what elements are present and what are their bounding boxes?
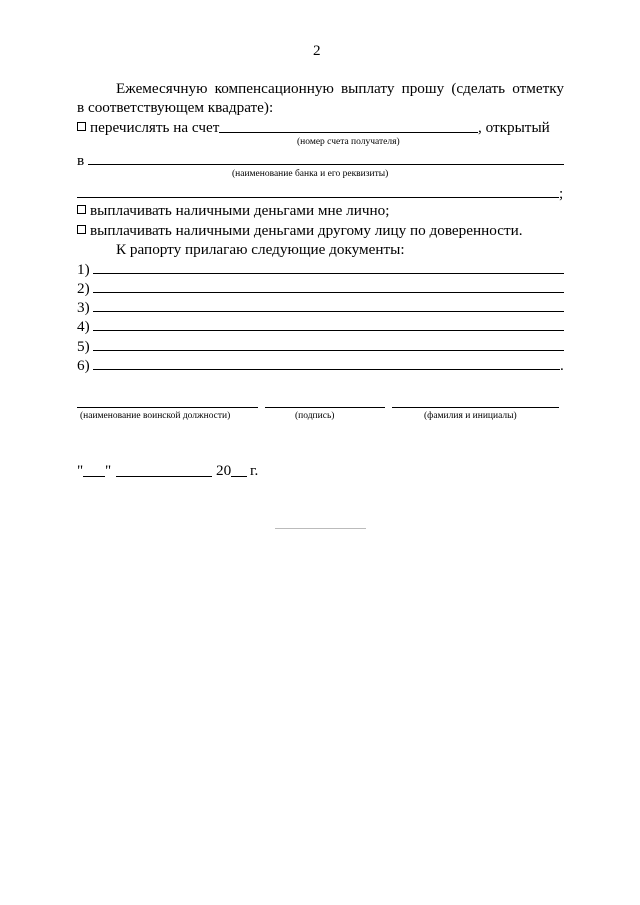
option-cash-proxy [77, 222, 523, 240]
intro-line-1: Ежемесячную компенсационную выплату прошу (сделать отметку [116, 80, 564, 97]
date-year-prefix: 20 [216, 462, 232, 479]
end-separator [275, 528, 366, 529]
attachment-end-period: . [560, 357, 564, 374]
bank-caption: (наименование банка и его реквизиты) [232, 169, 389, 179]
signature-field[interactable] [265, 407, 385, 408]
account-caption: (номер счета получателя) [297, 137, 400, 147]
date-close-quote: " [105, 462, 112, 479]
opened-label: , открытый [478, 119, 550, 136]
option-transfer [77, 119, 219, 137]
attachment-number-4: 4) [77, 318, 90, 335]
date-open-quote: " [77, 462, 84, 479]
attachment-number-6: 6) [77, 357, 90, 374]
page-number: 2 [313, 42, 321, 59]
cash-proxy-checkbox[interactable] [77, 225, 86, 234]
attachment-field-6[interactable] [93, 369, 560, 370]
position-field[interactable] [77, 407, 258, 408]
attachment-number-3: 3) [77, 299, 90, 316]
attachment-number-1: 1) [77, 261, 90, 278]
attachment-field-2[interactable] [93, 292, 564, 293]
cash-proxy-label: выплачивать наличными деньгами другому лицу по доверенности. [90, 222, 523, 239]
signature-caption: (подпись) [295, 411, 335, 421]
cash-self-label: выплачивать наличными деньгами мне лично; [90, 202, 390, 219]
bank-details-field[interactable] [77, 197, 559, 198]
option-cash-self [77, 202, 389, 220]
attachments-heading: К рапорту прилагаю следующие документы: [116, 241, 405, 258]
attachment-field-1[interactable] [93, 273, 564, 274]
bank-name-field[interactable] [88, 164, 564, 165]
date-year-suffix: г. [250, 462, 259, 479]
name-caption: (фамилия и инициалы) [424, 411, 517, 421]
name-field[interactable] [392, 407, 559, 408]
date-day-field[interactable] [83, 476, 105, 477]
attachment-field-5[interactable] [93, 350, 564, 351]
intro-line-2: в соответствующем квадрате): [77, 99, 274, 116]
bank-semicolon: ; [559, 185, 564, 202]
attachment-number-5: 5) [77, 338, 90, 355]
transfer-checkbox[interactable] [77, 122, 86, 131]
attachment-field-3[interactable] [93, 311, 564, 312]
in-label: в [77, 152, 85, 169]
cash-self-checkbox[interactable] [77, 205, 86, 214]
date-month-field[interactable] [116, 476, 212, 477]
account-number-field[interactable] [219, 132, 478, 133]
attachment-field-4[interactable] [93, 330, 564, 331]
attachment-number-2: 2) [77, 280, 90, 297]
transfer-label: перечислять на счет [90, 119, 220, 136]
date-year-field[interactable] [231, 476, 247, 477]
position-caption: (наименование воинской должности) [80, 411, 231, 421]
